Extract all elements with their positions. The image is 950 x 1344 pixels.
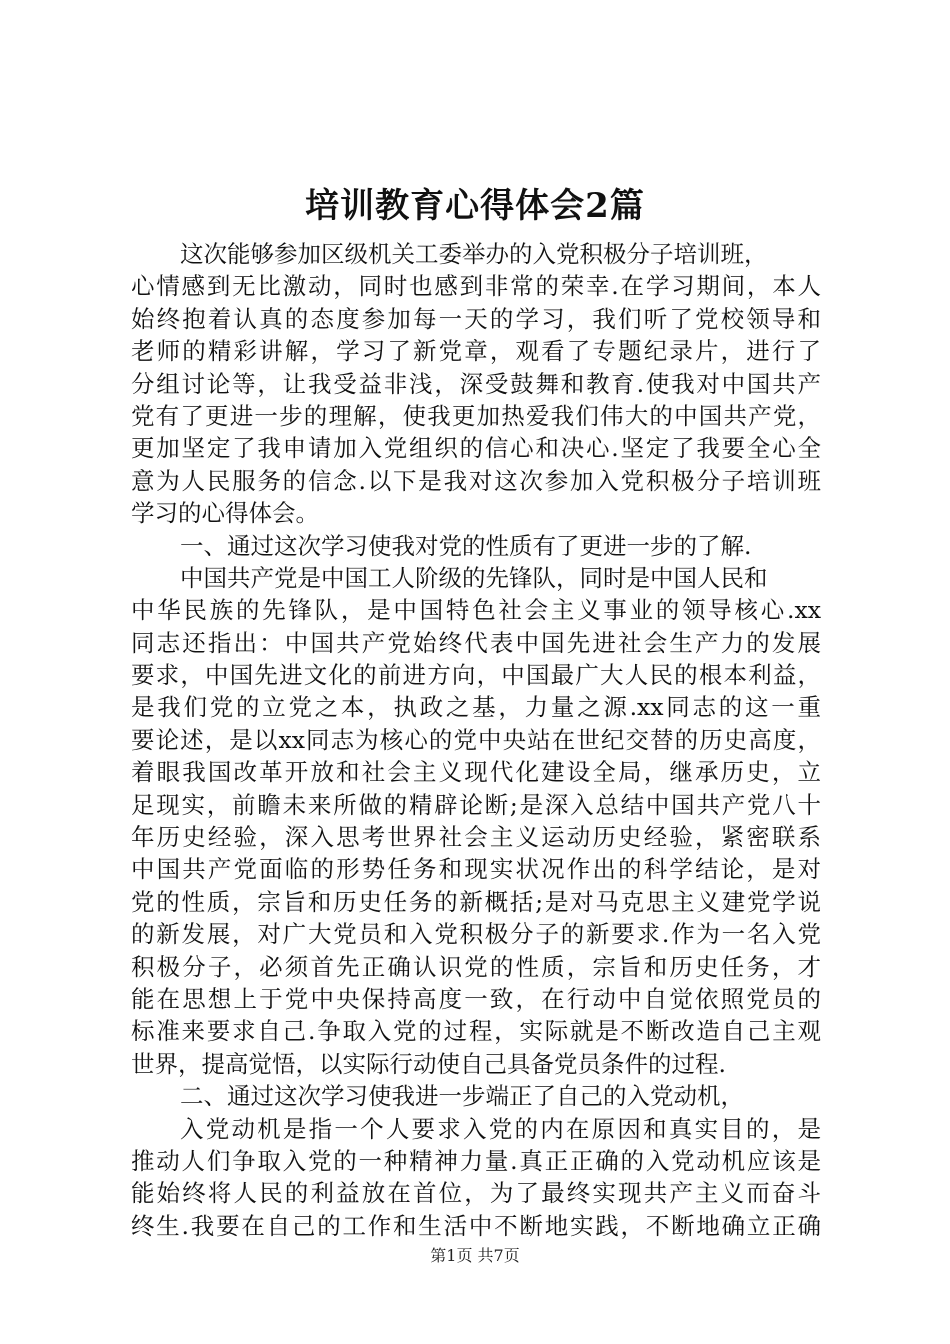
document-body [131, 238, 821, 1242]
text-line: 是我们党的立党之本，执政之基，力量之源.xx同志的这一重 [131, 693, 821, 722]
text-line: 始终抱着认真的态度参加每一天的学习，我们听了党校领导和 [131, 304, 821, 333]
text-line: 推动人们争取入党的一种精神力量.真正正确的入党动机应该是 [131, 1146, 821, 1175]
text-line: 中华民族的先锋队，是中国特色社会主义事业的领导核心.xx [131, 596, 821, 625]
text-line: 入党动机是指一个人要求入党的内在原因和真实目的，是 [180, 1114, 821, 1143]
text-line: 更加坚定了我申请加入党组织的信心和决心.坚定了我要全心全 [131, 434, 821, 463]
text-line: 意为人民服务的信念.以下是我对这次参加入党积极分子培训班 [131, 466, 821, 495]
text-line: 能在思想上于党中央保持高度一致，在行动中自觉依照党员的 [131, 984, 821, 1013]
section-heading: 二、通过这次学习使我进一步端正了自己的入党动机， [180, 1082, 744, 1111]
text-line: 能始终将人民的利益放在首位，为了最终实现共产主义而奋斗 [131, 1179, 821, 1208]
text-line: 心情感到无比激动，同时也感到非常的荣幸.在学习期间，本人 [131, 272, 821, 301]
text-line: 分组讨论等，让我受益非浅，深受鼓舞和教育.使我对中国共产 [131, 369, 821, 398]
text-line: 的新发展，对广大党员和入党积极分子的新要求.作为一名入党 [131, 920, 821, 949]
page-indicator: 第1页 共7页 [430, 1246, 520, 1265]
text-line: 积极分子，必须首先正确认识党的性质，宗旨和历史任务，才 [131, 952, 821, 981]
text-line: 要求，中国先进文化的前进方向，中国最广大人民的根本利益， [131, 661, 821, 690]
text-line: 世界，提高觉悟，以实际行动使自己具备党员条件的过程. [131, 1049, 726, 1078]
text-line: 党的性质，宗旨和历史任务的新概括;是对马克思主义建党学说 [131, 887, 821, 916]
text-line: 老师的精彩讲解，学习了新党章，观看了专题纪录片，进行了 [131, 337, 821, 366]
section-heading: 一、通过这次学习使我对党的性质有了更进一步的了解. [180, 531, 752, 560]
text-line: 同志还指出：中国共产党始终代表中国先进社会生产力的发展 [131, 628, 821, 657]
text-line: 学习的心得体会。 [131, 499, 319, 528]
text-line: 年历史经验，深入思考世界社会主义运动历史经验，紧密联系 [131, 823, 821, 852]
text-line: 着眼我国改革开放和社会主义现代化建设全局，继承历史，立 [131, 758, 821, 787]
text-line: 终生.我要在自己的工作和生活中不断地实践，不断地确立正确 [131, 1211, 821, 1240]
text-line: 这次能够参加区级机关工委举办的入党积极分子培训班， [180, 240, 768, 268]
text-line: 要论述，是以xx同志为核心的党中央站在世纪交替的历史高度， [131, 725, 821, 754]
text-line: 中国共产党是中国工人阶级的先锋队，同时是中国人民和 [180, 563, 768, 592]
text-line: 党有了更进一步的理解，使我更加热爱我们伟大的中国共产党， [131, 401, 821, 430]
document-title: 培训教育心得体会2篇 [305, 186, 645, 226]
text-line: 中国共产党面临的形势任务和现实状况作出的科学结论，是对 [131, 855, 821, 884]
text-line: 足现实，前瞻未来所做的精辟论断;是深入总结中国共产党八十 [131, 790, 821, 819]
text-line: 标准来要求自己.争取入党的过程，实际就是不断改造自己主观 [131, 1017, 821, 1046]
